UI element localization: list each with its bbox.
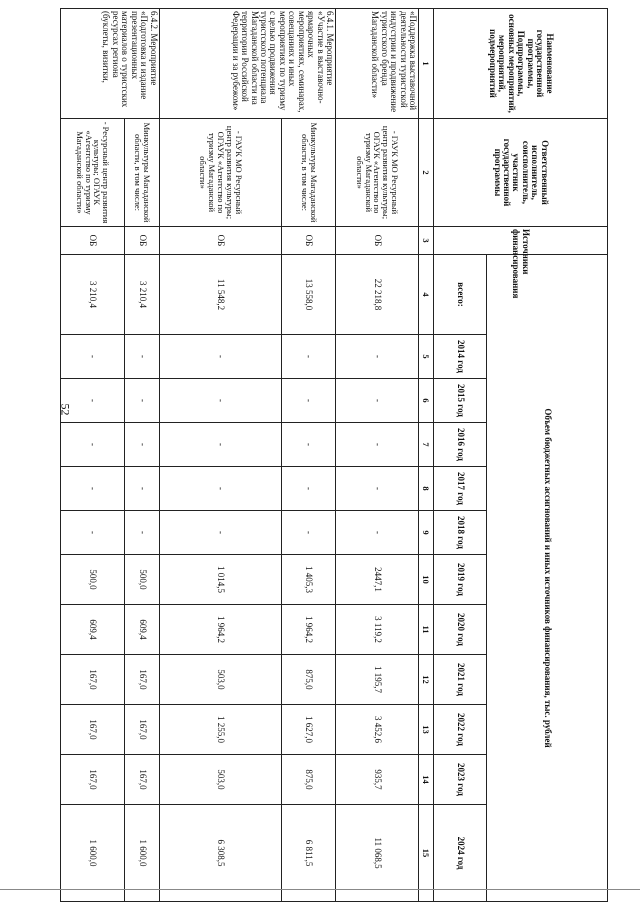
column-number: 8 — [419, 467, 434, 511]
row-value: 3 210,4 — [61, 255, 125, 335]
document-page — [60, 8, 608, 901]
row-value: - — [159, 335, 282, 379]
row-value: - — [336, 335, 419, 379]
row-value: - — [61, 467, 125, 511]
row-name: «Поддержка выставочной деятельности туристской индустрии и продвижение туристского бренда Магаданской области» — [336, 9, 419, 119]
row-value: - — [61, 423, 125, 467]
row-value: 1 195,7 — [336, 655, 419, 705]
row-value: 13 558,0 — [282, 255, 336, 335]
row-source: ОБ — [336, 227, 419, 255]
row-value: 1 627,0 — [282, 705, 336, 755]
column-number: 14 — [419, 755, 434, 805]
row-value: - — [282, 379, 336, 423]
row-value: 6 308,5 — [159, 805, 282, 902]
row-source: ОБ — [282, 227, 336, 255]
row-value: 22 218,8 — [336, 255, 419, 335]
row-value: 1 405,3 — [282, 555, 336, 605]
row-value: 1 600,0 — [61, 805, 125, 902]
header-year: 2017 год — [434, 467, 487, 511]
table-row — [282, 9, 336, 902]
row-value: 11 068,5 — [336, 805, 419, 902]
column-number: 15 — [419, 805, 434, 902]
row-value: - — [159, 423, 282, 467]
row-value: - — [159, 467, 282, 511]
table-row — [159, 9, 282, 902]
funding-table — [60, 8, 608, 902]
row-value: 6 811,5 — [282, 805, 336, 902]
row-value: - — [159, 379, 282, 423]
row-value: - — [282, 423, 336, 467]
column-number: 9 — [419, 511, 434, 555]
row-value: 167,0 — [61, 705, 125, 755]
row-value: 875,0 — [282, 755, 336, 805]
table-row — [336, 9, 419, 902]
header-year: 2023 год — [434, 755, 487, 805]
header-source: Источники финансирования — [434, 227, 608, 255]
row-value: 500,0 — [61, 555, 125, 605]
row-value: 167,0 — [125, 705, 159, 755]
row-responsible: - ГАУК МО Ресурсный центр развития культуры; ОГАУК «Агентство по туризму Магаданской области» — [336, 119, 419, 227]
row-source: ОБ — [125, 227, 159, 255]
row-responsible: Минкультуры Магаданской области, в том числе: — [282, 119, 336, 227]
row-name: 6.4.2. Мероприятие «Подготовка и издание презентационных материалов о туристских ресурсах региона (буклеты, визитки, — [61, 9, 160, 119]
header-year: 2022 год — [434, 705, 487, 755]
header-year: 2014 год — [434, 335, 487, 379]
row-responsible: - Ресурсный центр развития культуры; ОГАУК «Агентство по туризму Магаданской области» — [61, 119, 125, 227]
row-value: 3 452,6 — [336, 705, 419, 755]
row-value: 1 964,2 — [282, 605, 336, 655]
row-value: 167,0 — [61, 655, 125, 705]
row-value: - — [336, 379, 419, 423]
row-value: 609,4 — [125, 605, 159, 655]
page-number: 52 — [58, 403, 73, 416]
row-value: - — [125, 423, 159, 467]
row-value: 503,0 — [159, 655, 282, 705]
row-value: 3 210,4 — [125, 255, 159, 335]
row-value: 1 255,0 — [159, 705, 282, 755]
row-source: ОБ — [61, 227, 125, 255]
row-value: 1 014,5 — [159, 555, 282, 605]
header-name: Наименование государственной программы, Подпрограммы, основных мероприятий, мероприятий, подмероприятий — [434, 9, 608, 119]
header-year: 2024 год — [434, 805, 487, 902]
column-number: 10 — [419, 555, 434, 605]
header-total: всего: — [434, 255, 487, 335]
row-value: - — [125, 511, 159, 555]
row-value: 3 119,2 — [336, 605, 419, 655]
header-year: 2020 год — [434, 605, 487, 655]
row-value: 609,4 — [61, 605, 125, 655]
row-value: 875,0 — [282, 655, 336, 705]
row-value: 11 548,2 — [159, 255, 282, 335]
column-number: 4 — [419, 255, 434, 335]
row-value: - — [125, 335, 159, 379]
row-value: 167,0 — [125, 655, 159, 705]
row-value: 2447,1 — [336, 555, 419, 605]
page-bottom-edge — [0, 889, 640, 890]
column-number: 7 — [419, 423, 434, 467]
row-responsible: - ГАУК МО Ресурсный центр развития культуры; ОГАУК «Агентство по туризму Магаданской области» — [159, 119, 282, 227]
header-year: 2018 год — [434, 511, 487, 555]
row-value: 500,0 — [125, 555, 159, 605]
row-value: 167,0 — [125, 755, 159, 805]
row-value: - — [61, 379, 125, 423]
row-source: ОБ — [159, 227, 282, 255]
row-value: - — [159, 511, 282, 555]
column-number: 6 — [419, 379, 434, 423]
column-number: 2 — [419, 119, 434, 227]
row-value: 167,0 — [61, 755, 125, 805]
row-value: - — [61, 511, 125, 555]
header-year: 2021 год — [434, 655, 487, 705]
row-value: 503,0 — [159, 755, 282, 805]
column-number: 1 — [419, 9, 434, 119]
header-year: 2016 год — [434, 423, 487, 467]
header-year: 2019 год — [434, 555, 487, 605]
row-value: - — [336, 511, 419, 555]
row-value: - — [282, 335, 336, 379]
column-number: 12 — [419, 655, 434, 705]
column-number: 3 — [419, 227, 434, 255]
row-value: 935,7 — [336, 755, 419, 805]
table-row — [125, 9, 159, 902]
row-responsible: Минкультуры Магаданской области, в том числе: — [125, 119, 159, 227]
table-row — [61, 9, 125, 902]
row-value: - — [125, 467, 159, 511]
header-year: 2015 год — [434, 379, 487, 423]
row-value: - — [282, 511, 336, 555]
column-number: 11 — [419, 605, 434, 655]
row-value: - — [125, 379, 159, 423]
row-value: - — [282, 467, 336, 511]
row-value: 1 964,2 — [159, 605, 282, 655]
row-value: - — [336, 467, 419, 511]
row-value: - — [336, 423, 419, 467]
column-number: 13 — [419, 705, 434, 755]
row-name: 6.4.1. Мероприятие «Участие в выставочно-ярмарочных мероприятиях, семинарах, совещаниях и иных мероприятиях по туризму с целью продвижения туристского потенциала Магаданской области на территории Российской Федерации и за рубежом» — [159, 9, 336, 119]
rotated-table-container — [60, 8, 608, 901]
row-value: - — [61, 335, 125, 379]
row-value: 1 600,0 — [125, 805, 159, 902]
column-number: 5 — [419, 335, 434, 379]
header-funding-title: Объем бюджетных ассигнований и иных источников финансирования, тыс. рублей — [487, 255, 608, 902]
header-responsible: Ответственный исполнитель, соисполнитель, участник государственной программы — [434, 119, 608, 227]
